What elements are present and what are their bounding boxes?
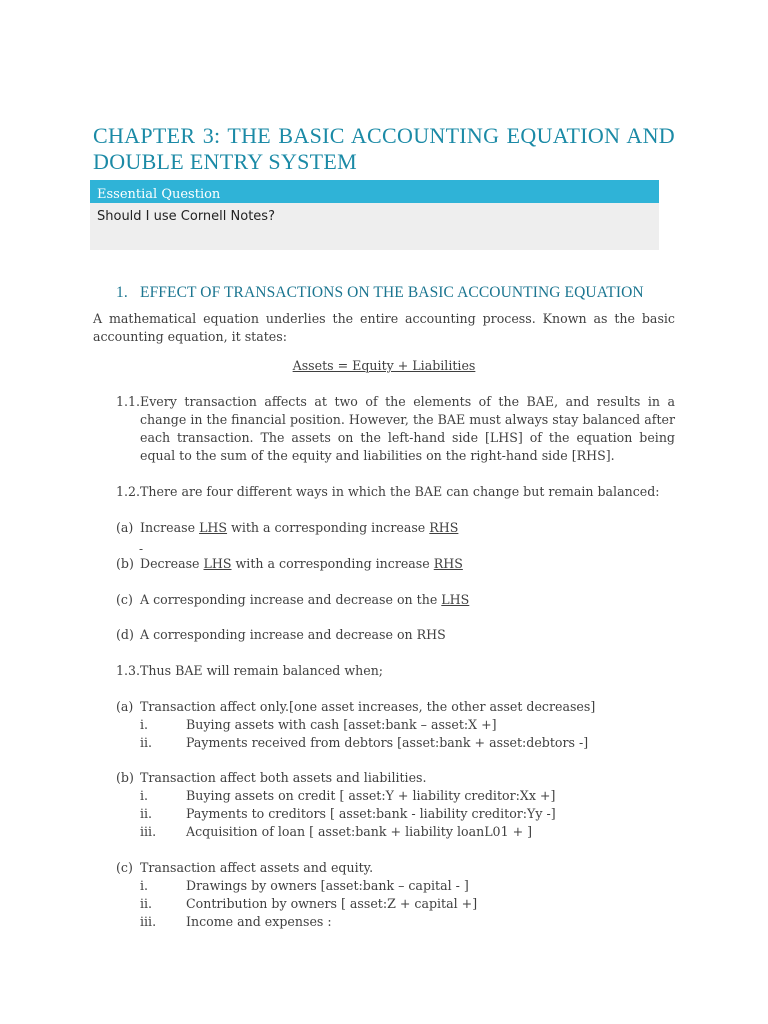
way-a: (a) Increase LHS with a corresponding increase RHS (116, 520, 459, 535)
case-c-item: Drawings by owners [asset:bank – capital - ] (186, 878, 469, 893)
essential-question-header: Essential Question (90, 180, 659, 203)
essential-question-box (90, 180, 659, 250)
case-c-item-num: ii. (140, 896, 153, 911)
paragraph-1-3-text: Thus BAE will remain balanced when; (140, 663, 384, 678)
case-a-item-num: ii. (140, 735, 153, 750)
case-a: (a) Transaction affect only.[one asset increases, the other asset decreases] (116, 699, 596, 714)
case-b-item-num: iii. (140, 824, 157, 839)
case-b-item: Buying assets on credit [ asset:Y + liability creditor:Xx +] (186, 788, 556, 803)
case-a-item: Buying assets with cash [asset:bank – asset:X +] (186, 717, 497, 732)
case-c: (c) Transaction affect assets and equity. (116, 860, 374, 875)
way-letter: (d) (116, 627, 134, 642)
way-d: (d) A corresponding increase and decrease on RHS (116, 627, 446, 642)
paragraph-1-2-text: There are four different ways in which the BAE can change but remain balanced: (140, 484, 660, 499)
paragraph-1-1: Every transaction affects at two of the elements of the BAE, and results in a change in the financial position. However, the BAE must always stay balanced after each transaction. The assets on the left-hand side [LHS] of the equation being equal to the sum of the equity and liabilities on the right-hand side [RHS]. (140, 394, 675, 463)
stray-dash: - (139, 542, 144, 556)
case-b-item: Acquisition of loan [ asset:bank + liability loanL01 + ] (186, 824, 533, 839)
section-number: 1. (116, 284, 128, 301)
intro-paragraph: A mathematical equation underlies the entire accounting process. Known as the basic accounting equation, it states: (93, 311, 675, 344)
case-letter: (c) (116, 860, 133, 875)
section-heading (116, 284, 644, 302)
lhs-term: LHS (203, 556, 232, 571)
paragraph-1-2-number: 1.2. (116, 484, 141, 499)
chapter-title: CHAPTER 3: THE BASIC ACCOUNTING EQUATION AND DOUBLE ENTRY SYSTEM (93, 123, 675, 174)
rhs-term: RHS (429, 520, 459, 535)
case-letter: (a) (116, 699, 134, 714)
case-b-item: Payments to creditors [ asset:bank - liability creditor:Yy -] (186, 806, 556, 821)
way-letter: (b) (116, 556, 134, 571)
lhs-term: LHS (441, 592, 470, 607)
section-heading-text: EFFECT OF TRANSACTIONS ON THE BASIC ACCOUNTING EQUATION (140, 284, 644, 301)
case-letter: (b) (116, 770, 134, 785)
case-c-item: Contribution by owners [ asset:Z + capital +] (186, 896, 478, 911)
way-letter: (c) (116, 592, 133, 607)
paragraph-1-3-number: 1.3. (116, 663, 141, 678)
case-c-item: Income and expenses : (186, 914, 332, 929)
case-b: (b) Transaction affect both assets and liabilities. (116, 770, 427, 785)
lhs-term: LHS (199, 520, 228, 535)
basic-accounting-equation: Assets = Equity + Liabilities (292, 358, 476, 373)
case-a-item-num: i. (140, 717, 149, 732)
case-c-item-num: i. (140, 878, 149, 893)
case-c-item-num: iii. (140, 914, 157, 929)
essential-question-text: Should I use Cornell Notes? (90, 203, 659, 250)
paragraph-1-2 (116, 483, 660, 501)
case-a-item: Payments received from debtors [asset:bank + asset:debtors -] (186, 735, 589, 750)
case-b-item-num: ii. (140, 806, 153, 821)
rhs-term: RHS (433, 556, 463, 571)
case-b-item-num: i. (140, 788, 149, 803)
way-c: (c) A corresponding increase and decrease on the LHS (116, 592, 470, 607)
paragraph-1-3 (116, 662, 383, 680)
way-letter: (a) (116, 520, 134, 535)
way-b: (b) Decrease LHS with a corresponding increase RHS (116, 556, 463, 571)
paragraph-1-1-number: 1.1. (116, 394, 141, 409)
